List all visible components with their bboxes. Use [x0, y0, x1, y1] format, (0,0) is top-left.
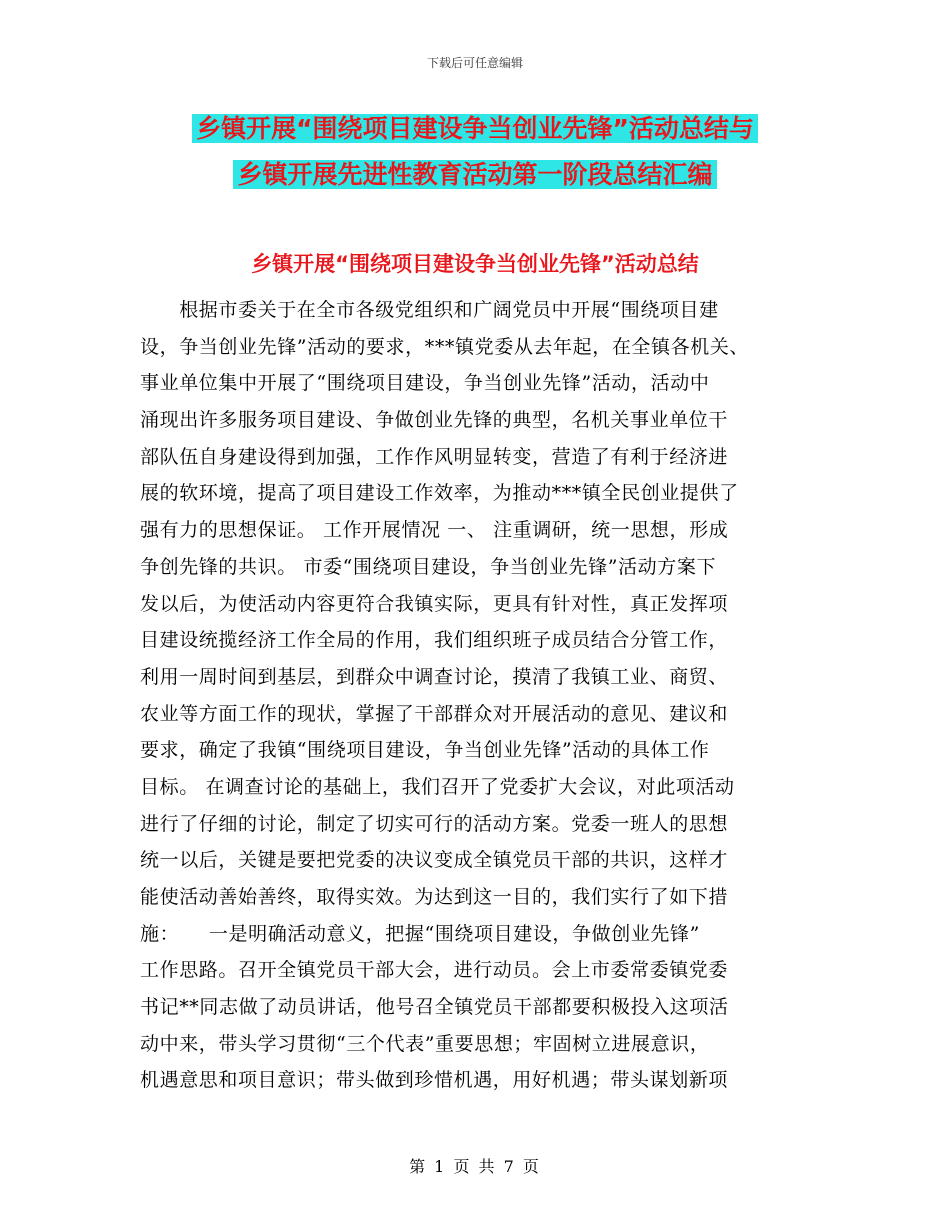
document-title-line-1	[0, 112, 950, 146]
body-line: 农业等方面工作的现状，掌握了干部群众对开展活动的意见、建议和	[140, 702, 729, 725]
body-line: 争创先锋的共识。 市委“围绕项目建设，争当创业先锋”活动方案下	[140, 555, 717, 578]
body-line: 目建设统揽经济工作全局的作用，我们组织班子成员结合分管工作，	[140, 629, 729, 652]
body-line: 目标。 在调查讨论的基础上，我们召开了党委扩大会议，对此项活动	[140, 775, 735, 798]
body-text	[140, 292, 820, 1099]
body-line: 施： 一是明确活动意义，把握“围绕项目建设，争做创业先锋”	[140, 922, 700, 945]
body-line: 强有力的思想保证。 工作开展情况 一、 注重调研，统一思想，形成	[140, 519, 729, 542]
body-line: 要求，确定了我镇“围绕项目建设，争当创业先锋”活动的具体工作	[140, 739, 710, 762]
document-title-line-2-text: 乡镇开展先进性教育活动第一阶段总结汇编	[233, 160, 716, 189]
document-title-line-1-text: 乡镇开展“围绕项目建设争当创业先锋”活动总结与	[192, 114, 758, 143]
body-line: 发以后，为使活动内容更符合我镇实际，更具有针对性，真正发挥项	[140, 592, 729, 615]
body-line: 统一以后，关键是要把党委的决议变成全镇党员干部的共识，这样才	[140, 849, 729, 872]
body-line: 涌现出许多服务项目建设、争做创业先锋的典型，名机关事业单位干	[140, 409, 729, 432]
body-line: 动中来，带头学习贯彻“三个代表”重要思想；牢固树立进展意识，	[140, 1032, 710, 1055]
body-line: 设，争当创业先锋”活动的要求，***镇党委从去年起，在全镇各机关、	[140, 335, 750, 358]
header-note: 下载后可任意编辑	[426, 56, 523, 70]
body-line: 利用一周时间到基层，到群众中调查讨论，摸清了我镇工业、商贸、	[140, 665, 729, 688]
body-line: 根据市委关于在全市各级党组织和广阔党员中开展“围绕项目建	[140, 299, 719, 321]
body-line: 工作思路。召开全镇党员干部大会，进行动员。会上市委常委镇党委	[140, 959, 729, 982]
body-line: 部队伍自身建设得到加强，工作作风明显转变，营造了有利于经济进	[140, 445, 729, 468]
section-title: 乡镇开展“围绕项目建设争当创业先锋”活动总结	[251, 252, 699, 276]
body-line: 进行了仔细的讨论，制定了切实可行的活动方案。党委一班人的思想	[140, 812, 729, 835]
body-line: 机遇意思和项目意识；带头做到珍惜机遇，用好机遇；带头谋划新项	[140, 1069, 729, 1092]
body-line: 展的软环境，提高了项目建设工作效率，为推动***镇全民创业提供了	[140, 482, 739, 505]
document-title-line-2	[0, 158, 950, 192]
body-line: 书记**同志做了动员讲话，他号召全镇党员干部都要积极投入这项活	[140, 996, 729, 1019]
page-number-footer: 第 1 页 共 7 页	[409, 1157, 541, 1176]
body-line: 事业单位集中开展了“围绕项目建设，争当创业先锋”活动，活动中	[140, 372, 710, 395]
body-line: 能使活动善始善终，取得实效。为达到这一目的，我们实行了如下措	[140, 886, 729, 908]
